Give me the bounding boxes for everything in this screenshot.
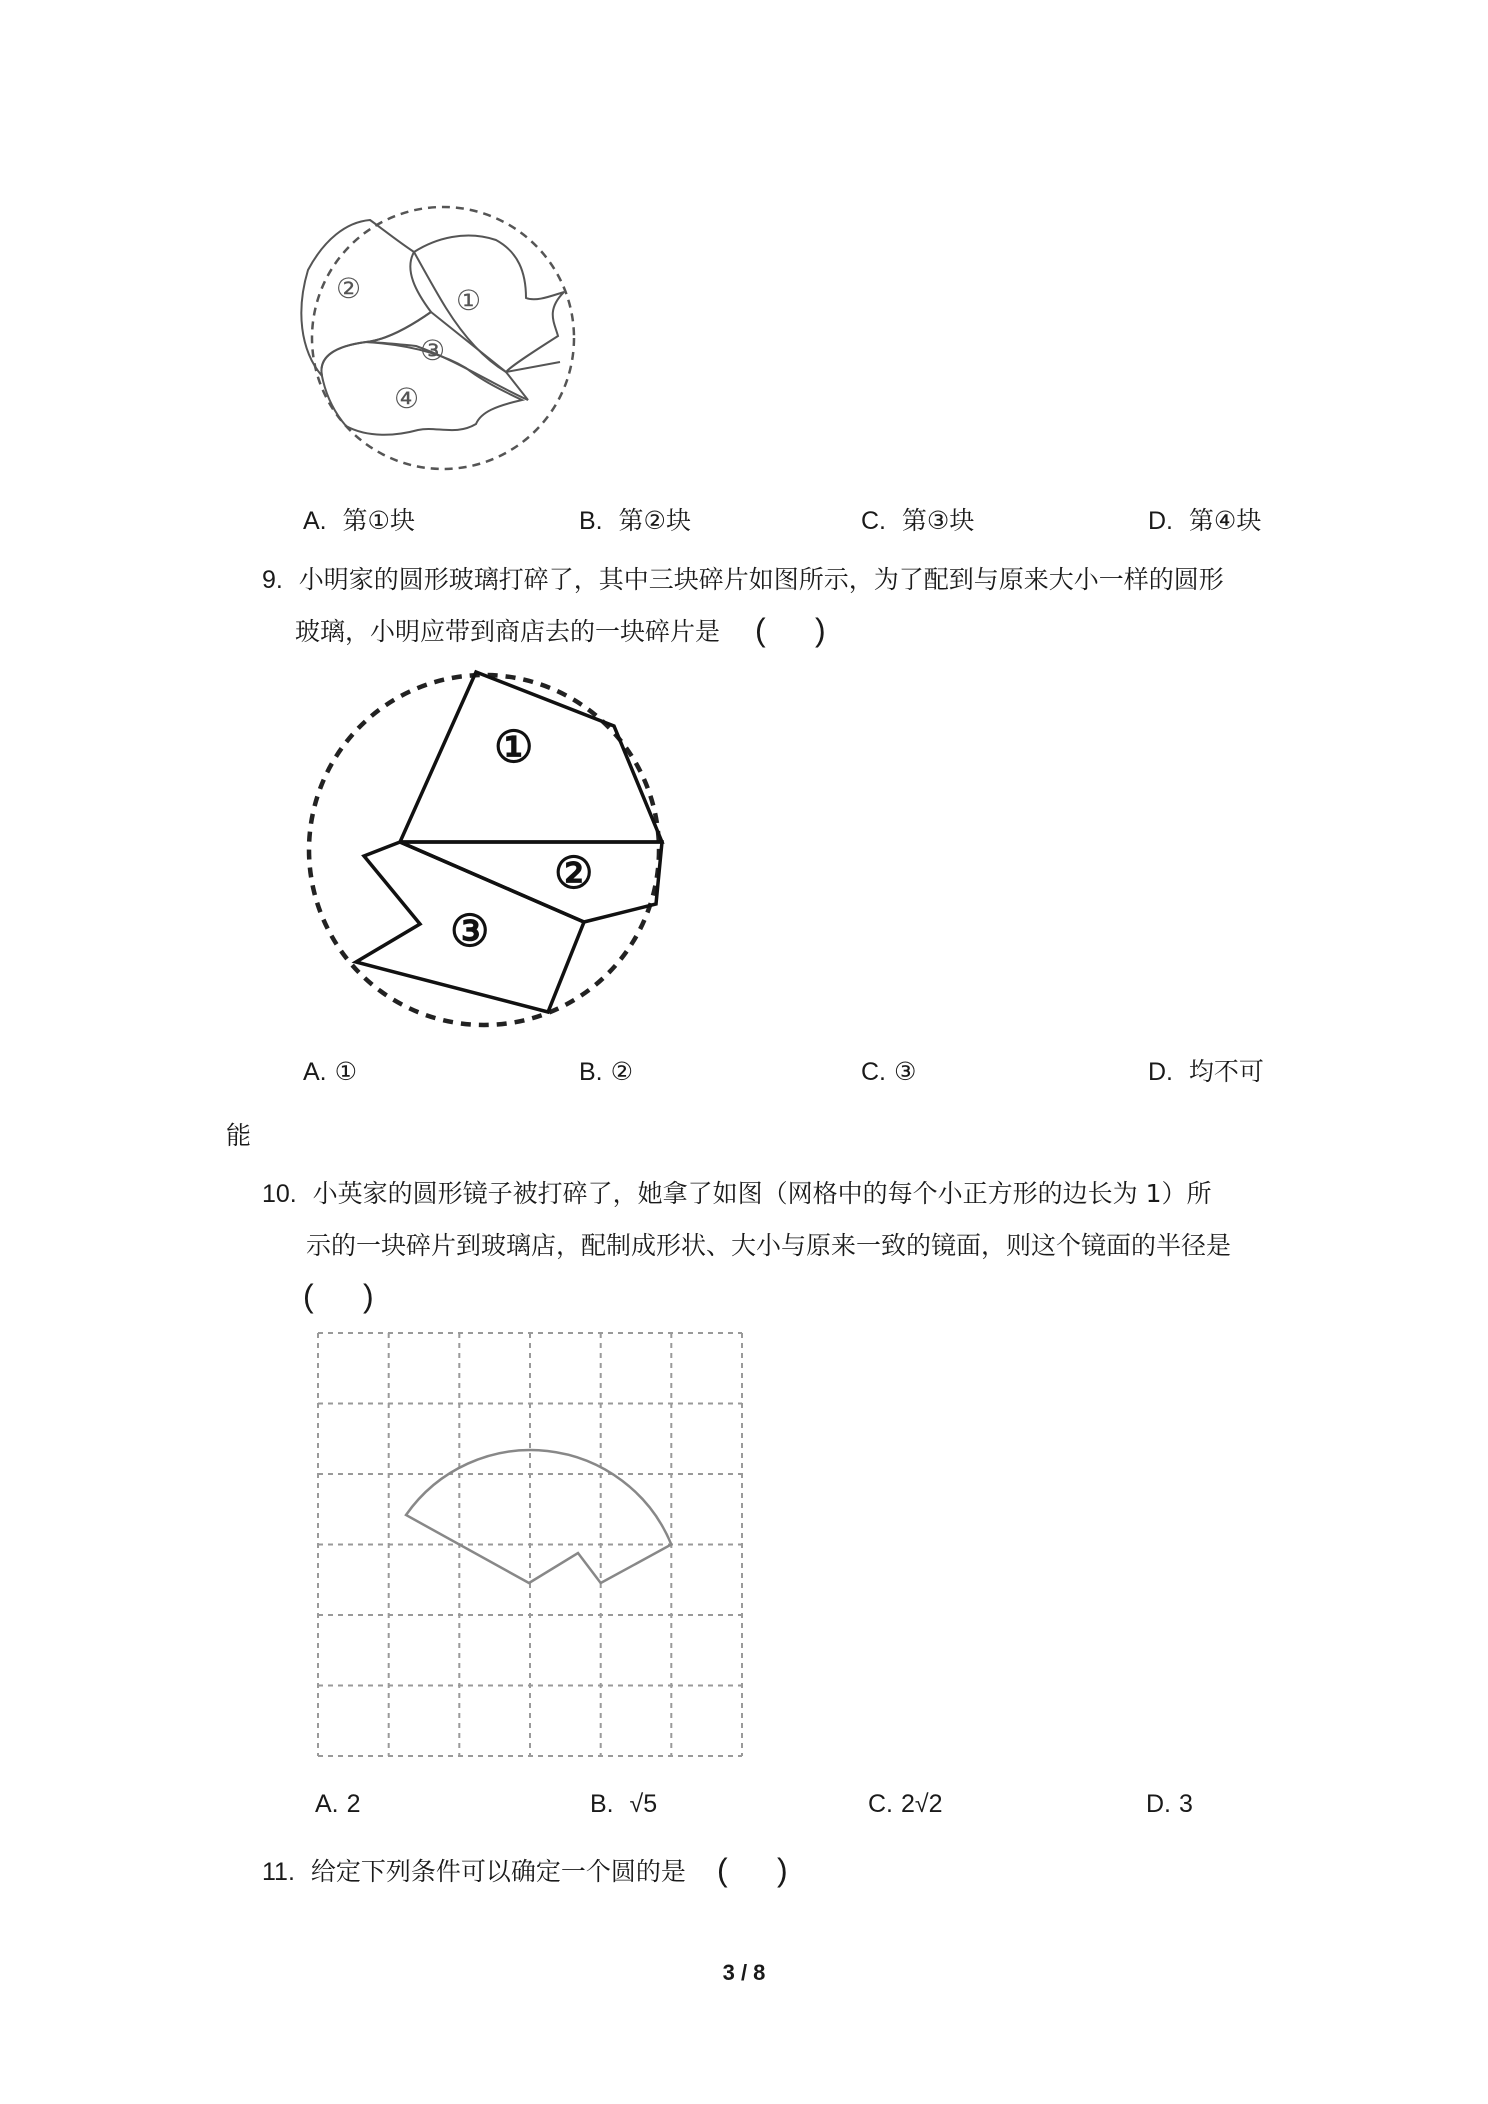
q8-option-d-text: 第④块 — [1188, 506, 1262, 535]
q8-crack-line — [506, 362, 560, 372]
q9-option-d-letter: D. — [1148, 1058, 1173, 1086]
q9-dashed-circle — [309, 675, 659, 1025]
q9-option-d-text: 均不可 — [1188, 1057, 1264, 1086]
q9-figure — [300, 660, 680, 1040]
q8-option-c[interactable] — [861, 505, 974, 537]
q8-option-d-letter: D. — [1148, 507, 1173, 535]
q9-paren-open: ( — [755, 612, 766, 648]
q10-figure — [310, 1325, 750, 1775]
q11-number: 11. — [262, 1858, 295, 1886]
q10-paren-close: ) — [363, 1278, 374, 1314]
q10-option-a-letter: A. — [315, 1790, 339, 1818]
q9-option-c-letter: C. — [861, 1058, 886, 1086]
q10-option-c[interactable] — [868, 1788, 942, 1820]
q9-option-d-wrap: 能 — [226, 1121, 252, 1150]
page-number: 3 / 8 — [722, 1960, 766, 1985]
q10-option-d[interactable] — [1146, 1788, 1193, 1820]
q8-figure — [296, 200, 596, 480]
q10-option-d-text: 3 — [1178, 1790, 1193, 1818]
q9-line-1 — [262, 564, 1224, 596]
q10-number: 10. — [262, 1180, 297, 1208]
q8-label-3: ③ — [420, 334, 446, 367]
q10-option-a[interactable] — [315, 1788, 360, 1820]
q8-option-a[interactable] — [303, 505, 415, 537]
q10-line-1 — [262, 1178, 1212, 1210]
q8-option-b[interactable] — [579, 505, 691, 537]
q11-line-1 — [262, 1856, 686, 1888]
q8-option-d[interactable] — [1148, 505, 1261, 537]
q9-option-c[interactable] — [861, 1056, 916, 1088]
q10-option-c-letter: C. — [868, 1790, 893, 1818]
q8-option-b-text: 第②块 — [618, 506, 691, 535]
q11-paren-close: ) — [777, 1852, 788, 1888]
q8-option-a-text: 第①块 — [342, 506, 415, 535]
q8-option-c-letter: C. — [861, 507, 886, 535]
q8-label-1: ① — [456, 284, 482, 317]
q9-piece-2 — [400, 842, 662, 922]
q9-line-2 — [295, 616, 720, 648]
q10-option-c-text: 2√2 — [900, 1790, 943, 1818]
q10-option-d-letter: D. — [1146, 1790, 1171, 1818]
q10-option-b-text: √5 — [629, 1790, 658, 1818]
q8-option-b-letter: B. — [579, 507, 603, 535]
q10-stem-1: 小英家的圆形镜子被打碎了，她拿了如图（网格中的每个小正方形的边长为 1）所 — [312, 1179, 1212, 1208]
q9-option-b-text: ② — [610, 1057, 633, 1086]
q9-option-a-text: ① — [334, 1057, 357, 1086]
q10-stem-2: 示的一块碎片到玻璃店，配制成形状、大小与原来一致的镜面，则这个镜面的半径是 — [306, 1231, 1232, 1260]
q9-label-3: ③ — [450, 906, 490, 957]
q11-paren-open: ( — [717, 1852, 728, 1888]
q10-paren-open: ( — [303, 1278, 314, 1314]
q11-stem-1: 给定下列条件可以确定一个圆的是 — [310, 1857, 686, 1886]
q9-option-b[interactable] — [579, 1056, 633, 1088]
q9-paren-close: ) — [815, 612, 826, 648]
q8-option-c-text: 第③块 — [901, 506, 975, 535]
q9-label-2: ② — [554, 848, 594, 899]
q8-piece-3 — [366, 312, 528, 400]
q9-stem-2: 玻璃，小明应带到商店去的一块碎片是 — [295, 617, 721, 646]
q10-option-b-letter: B. — [590, 1790, 614, 1818]
q9-option-a[interactable] — [303, 1056, 357, 1088]
q8-option-a-letter: A. — [303, 507, 327, 535]
q10-option-a-text: 2 — [346, 1790, 361, 1818]
q9-stem-1: 小明家的圆形玻璃打碎了，其中三块碎片如图所示，为了配到与原来大小一样的圆形 — [298, 565, 1224, 594]
q9-option-a-letter: A. — [303, 1058, 327, 1086]
q10-dashed-grid — [318, 1333, 742, 1756]
q8-label-4: ④ — [394, 382, 420, 415]
q8-piece-2 — [301, 220, 431, 376]
q9-option-d[interactable] — [1148, 1056, 1264, 1088]
q10-line-2 — [306, 1230, 1231, 1262]
q8-label-2: ② — [336, 272, 362, 305]
q9-option-c-text: ③ — [893, 1057, 917, 1086]
q9-number: 9. — [262, 566, 283, 594]
q10-option-b[interactable] — [590, 1788, 657, 1820]
q10-mirror-fragment — [406, 1450, 671, 1583]
q9-option-b-letter: B. — [579, 1058, 603, 1086]
q9-label-1: ① — [494, 722, 534, 773]
